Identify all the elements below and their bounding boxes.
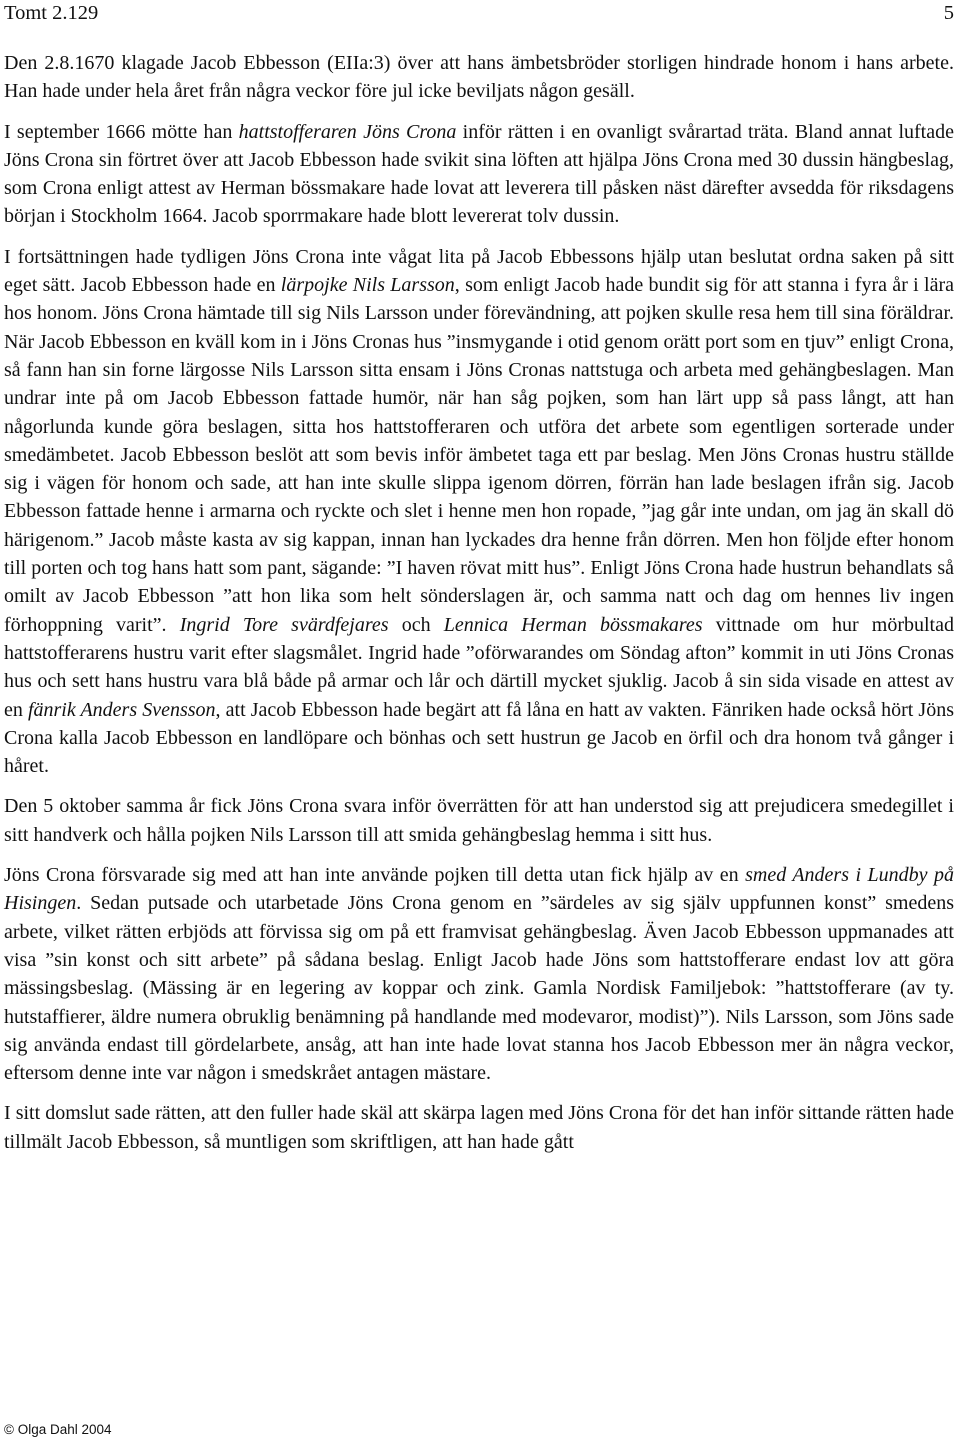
italic-name: smed Anders i Lundby på Hisingen [4, 864, 954, 915]
paragraph [4, 49, 954, 106]
text-run: och [388, 613, 444, 636]
italic-name: lärpojke Nils Larsson [280, 274, 455, 297]
document-page [4, 0, 954, 1168]
italic-name: hattstofferaren Jöns Crona [238, 120, 457, 143]
text-run: . Sedan putsade och utarbetade Jöns Crona genom en ”särdeles av sig själv uppfunnen konst” smedens arbete, vilket rätten erbjöds att förvissa sig om på ett framvisat gehängbeslag. Även Jacob Ebbesson uppmanades att visa ”sin konst och sitt arbete” på sådana beslag. Enligt Jacob hade Jöns som hattstofferare endast lov att göra mässingsbeslag. (Mässing är en legering av koppar och zink. Gamla Nordisk Familjebok: ”hattstofferare (av ty. hutstaffierer, äldre numera obruklig benämning på handlande med modevaror, modist)”). Nils Larsson, som Jöns sade sig använda endast till gördelarbete, ansåg, att han inte hade lovat stanna hos Jacob Ebbesson mer än några veckor, eftersom denne inte var någon i smedskrået antagen mästare. [4, 892, 954, 1085]
text-run: Jöns Crona försvarade sig med att han inte använde pojken till detta utan fick hjälp av en [4, 864, 746, 887]
text-run: inför rätten i en ovanligt svårartad träta. Bland annat luftade Jöns Crona sin förtret över att Jacob Ebbesson hade svikit sina löften att hjälpa Jöns Crona med 30 dussin hängbeslag, som Crona enligt attest av Herman bössmakare hade lovat att leverera till påsken näst därefter avsedda för riksdagens början i Stockholm 1664. Jacob sporrmakare hade blott levererat tolv dussin. [4, 120, 954, 228]
text-run: Den 2.8.1670 klagade Jacob Ebbesson (EIIa:3) över att hans ämbetsbröder storligen hindrade honom i hans arbete. Han hade under hela året från några veckor före jul icke beviljats någon gesäll. [4, 52, 954, 103]
text-run: , att Jacob Ebbesson hade begärt att få låna en hatt av vakten. Fänriken hade också hört Jöns Crona kalla Jacob Ebbesson en landlöpare och bönhas och sett hustrun ge Jacob en örfil och dra honom två gånger i håret. [4, 698, 954, 778]
document-title: Tomt 2.129 [4, 2, 99, 24]
text-run: I fortsättningen hade tydligen Jöns Crona inte vågat lita på Jacob Ebbessons hjälp utan beslutat ordna saken på sitt eget sätt. Jacob Ebbesson hade en [4, 245, 954, 297]
copyright-footer: © Olga Dahl 2004 [4, 1422, 112, 1437]
page-header [4, 0, 954, 35]
italic-name: Ingrid Tore svärdfejares [179, 613, 389, 636]
italic-name: Lennica Herman bössmakares [443, 613, 703, 636]
body-text [4, 49, 954, 1156]
paragraph [4, 243, 954, 781]
text-run: , som enligt Jacob hade bundit sig för att stanna i fyra år i lära hos honom. Jöns Crona hämtade till sig Nils Larsson under förevändning, att pojken skulle resa hem till sina föräldrar. När Jacob Ebbesson en kväll kom in i Jöns Cronas hus ”insmygande i otid genom orätt port som en tjuv” enligt Crona, så fann han sin forne lärgosse Nils Larsson sitta ensam i Jöns Cronas nattstuga och arbeta med gehängbeslagen. Man undrar inte på om Jacob Ebbesson fattade humör, när han såg pojken, som han lärt upp så pass långt, att han någorlunda kunde göra beslagen, sitta hos hattstofferaren och utföra det arbete som egentligen sorterade under smedämbetet. Jacob Ebbesson beslöt att som bevis inför ämbetet taga ett par beslag. Men Jöns Cronas hustru ställde sig i vägen för honom och sade, att han inte skulle slippa igenom dörren, förrän han lade beslagen ifrån sig. Jacob Ebbesson fattade henne i armarna och ryckte och slet i henne men hon ropade, ”jag går inte undan, om jag än skall dö härigenom.” Jacob måste kasta av sig kappan, innan han lyckades dra henne från dörren. Men hon följde efter honom till porten och tog hans hatt som pant, sägande: ”I haven rövat mitt hus”. Enligt Jöns Crona hade hustrun behandlats så omilt av Jacob Ebbesson ”att hon lika som helt sönderslagen är, och samma natt och dag om hennes liv ingen förhoppning varit”. [4, 274, 954, 636]
page-number: 5 [943, 2, 954, 24]
paragraph [4, 1099, 954, 1156]
text-run: vittnade om hur mörbultad hattstofferarens hustru varit efter slagsmålet. Ingrid hade ”oförwarandes om Söndag afton” kommit in uti Jöns Cronas hus och sett hans hustru vara blå både på armar och lår och därtill mycket sjuklig. Jacob å sin sida visade en attest av en [4, 613, 954, 721]
paragraph [4, 118, 954, 231]
text-run: I september 1666 mötte han [4, 120, 239, 143]
text-run: I sitt domslut sade rätten, att den fuller hade skäl att skärpa lagen med Jöns Crona för det han inför sittande rätten hade tillmält Jacob Ebbesson, så muntligen som skriftligen, att han hade gått [4, 1102, 954, 1153]
paragraph [4, 792, 954, 849]
text-run: Den 5 oktober samma år fick Jöns Crona svara inför överrätten för att han understod sig att prejudicera smedegillet i sitt handverk och hålla pojken Nils Larsson till att smida gehängbeslag hemma i sitt hus. [4, 795, 954, 846]
paragraph [4, 861, 954, 1087]
italic-name: fänrik Anders Svensson [27, 698, 216, 721]
